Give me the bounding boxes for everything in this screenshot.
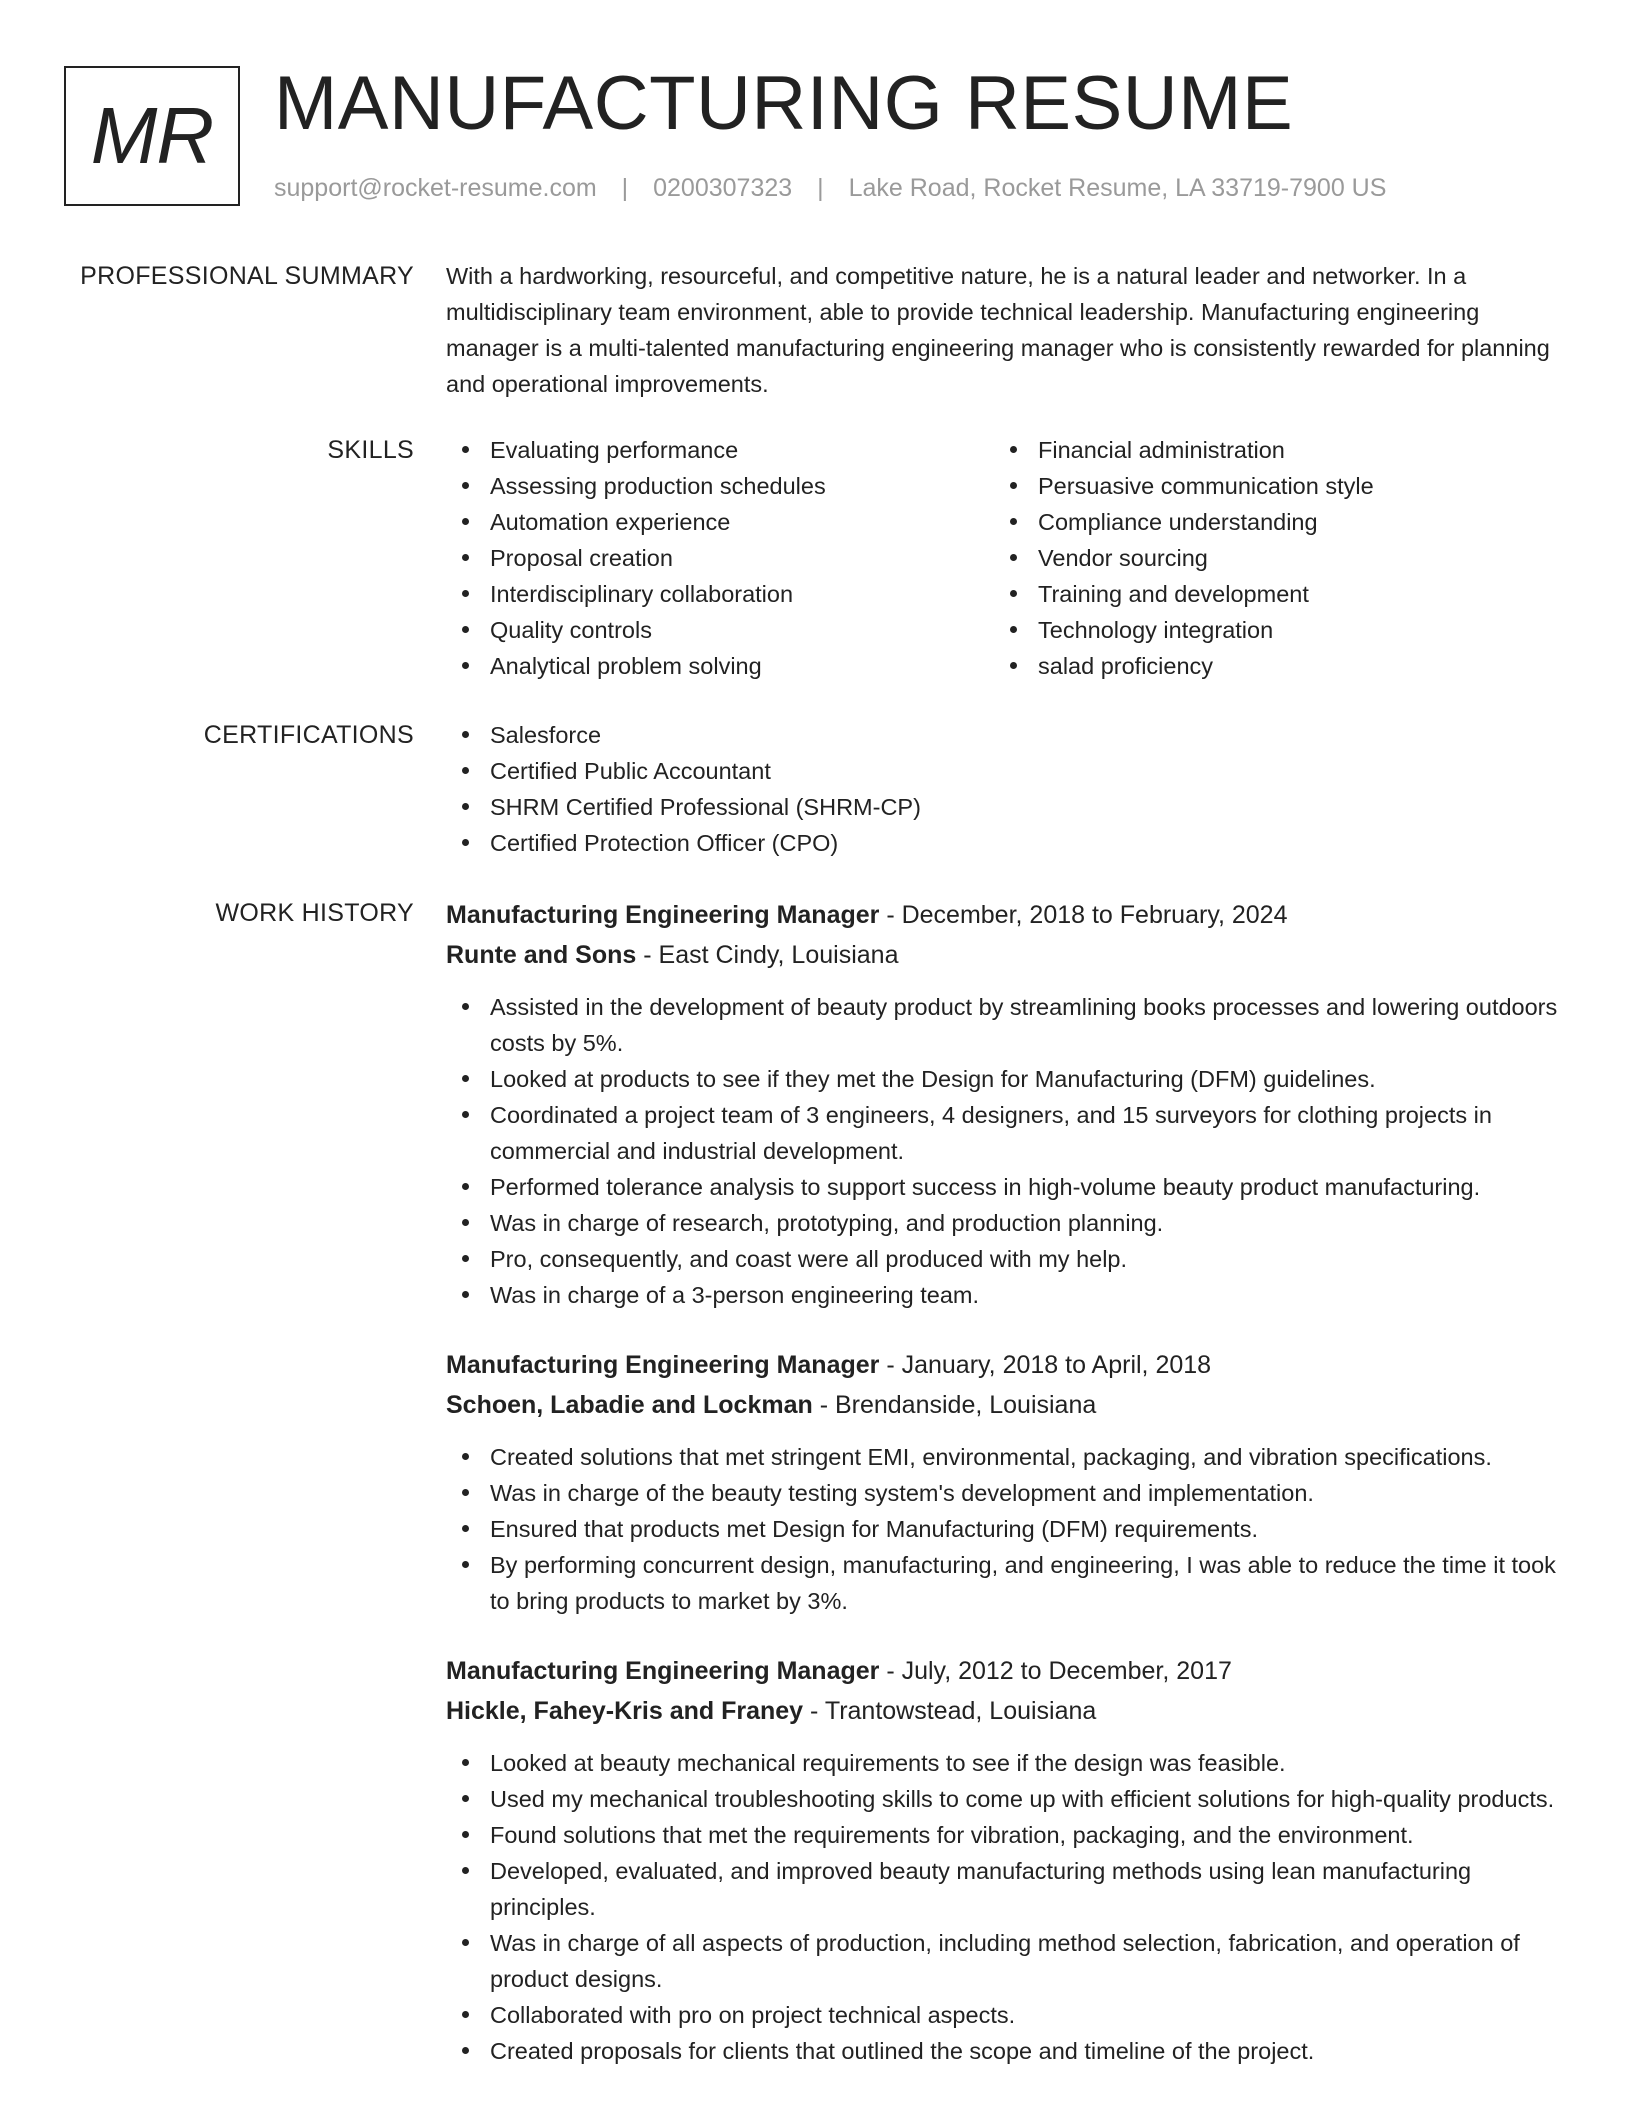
job-bullet: By performing concurrent design, manufacturing, and engineering, I was able to reduce the time it took to bring products to market by 3%. (446, 1547, 1566, 1619)
job-entry (446, 895, 1566, 1313)
skill-item: Financial administration (994, 432, 1542, 468)
job-bullet: Was in charge of all aspects of production, including method selection, fabrication, and operation of product designs. (446, 1925, 1566, 1997)
contact-address: Lake Road, Rocket Resume, LA 33719-7900 US (848, 174, 1387, 202)
job-bullet: Collaborated with pro on project technical aspects. (446, 1997, 1566, 2033)
job-title: Manufacturing Engineering Manager (446, 1657, 880, 1685)
job-company-line (446, 1691, 1566, 1731)
job-bullet: Assisted in the development of beauty product by streamlining books processes and lowering outdoors costs by 5%. (446, 989, 1566, 1061)
certifications-list (446, 717, 1566, 861)
skill-item: Compliance understanding (994, 504, 1542, 540)
certification-item: Certified Protection Officer (CPO) (446, 825, 1566, 861)
job-dates: - July, 2012 to December, 2017 (879, 1657, 1232, 1685)
job-location: - Brendanside, Louisiana (812, 1391, 1097, 1419)
job-title: Manufacturing Engineering Manager (446, 901, 880, 929)
skill-item: Evaluating performance (446, 432, 994, 468)
job-bullets (446, 1439, 1566, 1619)
job-bullet: Looked at products to see if they met the Design for Manufacturing (DFM) guidelines. (446, 1061, 1566, 1097)
job-company-line (446, 1385, 1566, 1425)
job-bullets (446, 989, 1566, 1313)
job-bullet: Developed, evaluated, and improved beauty manufacturing methods using lean manufacturing principles. (446, 1853, 1566, 1925)
skill-item: Assessing production schedules (446, 468, 994, 504)
job-dates: - January, 2018 to April, 2018 (879, 1351, 1212, 1379)
job-dates: - December, 2018 to February, 2024 (879, 901, 1288, 929)
job-title-line (446, 895, 1566, 935)
skills-list-left (446, 432, 994, 684)
skill-item: Training and development (994, 576, 1542, 612)
job-company: Schoen, Labadie and Lockman (446, 1391, 813, 1419)
work-history-heading: WORK HISTORY (215, 899, 414, 927)
skill-item: Interdisciplinary collaboration (446, 576, 994, 612)
contact-phone: 0200307323 (653, 174, 793, 202)
skill-item: Vendor sourcing (994, 540, 1542, 576)
contact-email: support@rocket-resume.com (274, 174, 597, 202)
skill-item: Proposal creation (446, 540, 994, 576)
skill-item: Technology integration (994, 612, 1542, 648)
certifications-heading: CERTIFICATIONS (203, 721, 414, 749)
job-bullets (446, 1745, 1566, 2069)
skill-item: salad proficiency (994, 648, 1542, 684)
skill-item: Persuasive communication style (994, 468, 1542, 504)
job-entry (446, 1651, 1566, 2069)
skill-item: Analytical problem solving (446, 648, 994, 684)
job-bullet: Pro, consequently, and coast were all produced with my help. (446, 1241, 1566, 1277)
certifications-body (446, 717, 1566, 861)
job-bullet: Ensured that products met Design for Manufacturing (DFM) requirements. (446, 1511, 1566, 1547)
job-company-line (446, 935, 1566, 975)
skills-list-right (994, 432, 1542, 684)
job-title: Manufacturing Engineering Manager (446, 1351, 880, 1379)
job-title-line (446, 1651, 1566, 1691)
monogram-badge (64, 66, 240, 206)
contact-separator: | (817, 174, 824, 202)
job-bullet: Found solutions that met the requirements for vibration, packaging, and the environment. (446, 1817, 1566, 1853)
work-history-body (446, 895, 1566, 2069)
skill-item: Quality controls (446, 612, 994, 648)
job-bullet: Coordinated a project team of 3 engineers, 4 designers, and 15 surveyors for clothing projects in commercial and industrial development. (446, 1097, 1566, 1169)
contact-line (274, 174, 1386, 203)
job-location: - Trantowstead, Louisiana (803, 1697, 1097, 1725)
certification-item: Salesforce (446, 717, 1566, 753)
job-title-line (446, 1345, 1566, 1385)
job-bullet: Was in charge of the beauty testing system's development and implementation. (446, 1475, 1566, 1511)
certification-item: SHRM Certified Professional (SHRM-CP) (446, 789, 1566, 825)
job-bullet: Performed tolerance analysis to support success in high-volume beauty product manufacturing. (446, 1169, 1566, 1205)
job-location: - East Cindy, Louisiana (636, 941, 899, 969)
job-entry (446, 1345, 1566, 1619)
job-company: Runte and Sons (446, 941, 637, 969)
summary-body (446, 258, 1566, 402)
summary-heading: PROFESSIONAL SUMMARY (80, 262, 414, 290)
monogram-text: MR (90, 91, 214, 180)
job-bullet: Was in charge of a 3-person engineering team. (446, 1277, 1566, 1313)
job-bullet: Created solutions that met stringent EMI, environmental, packaging, and vibration specifications. (446, 1439, 1566, 1475)
contact-separator: | (621, 174, 629, 202)
job-bullet: Used my mechanical troubleshooting skills to come up with efficient solutions for high-quality products. (446, 1781, 1566, 1817)
job-bullet: Created proposals for clients that outlined the scope and timeline of the project. (446, 2033, 1566, 2069)
job-bullet: Was in charge of research, prototyping, and production planning. (446, 1205, 1566, 1241)
job-company: Hickle, Fahey-Kris and Franey (446, 1697, 804, 1725)
certification-item: Certified Public Accountant (446, 753, 1566, 789)
summary-text: With a hardworking, resourceful, and competitive nature, he is a natural leader and networker. In a multidisciplinary team environment, able to provide technical leadership. Manufacturing engineering manager is a multi-talented manufacturing engineering manager who is consistently rewarded for planning and operational improvements. (446, 263, 1550, 397)
resume-title: MANUFACTURING RESUME (274, 61, 1294, 146)
job-bullet: Looked at beauty mechanical requirements to see if the design was feasible. (446, 1745, 1566, 1781)
skill-item: Automation experience (446, 504, 994, 540)
skills-columns (446, 432, 1566, 684)
skills-heading: SKILLS (327, 436, 414, 464)
